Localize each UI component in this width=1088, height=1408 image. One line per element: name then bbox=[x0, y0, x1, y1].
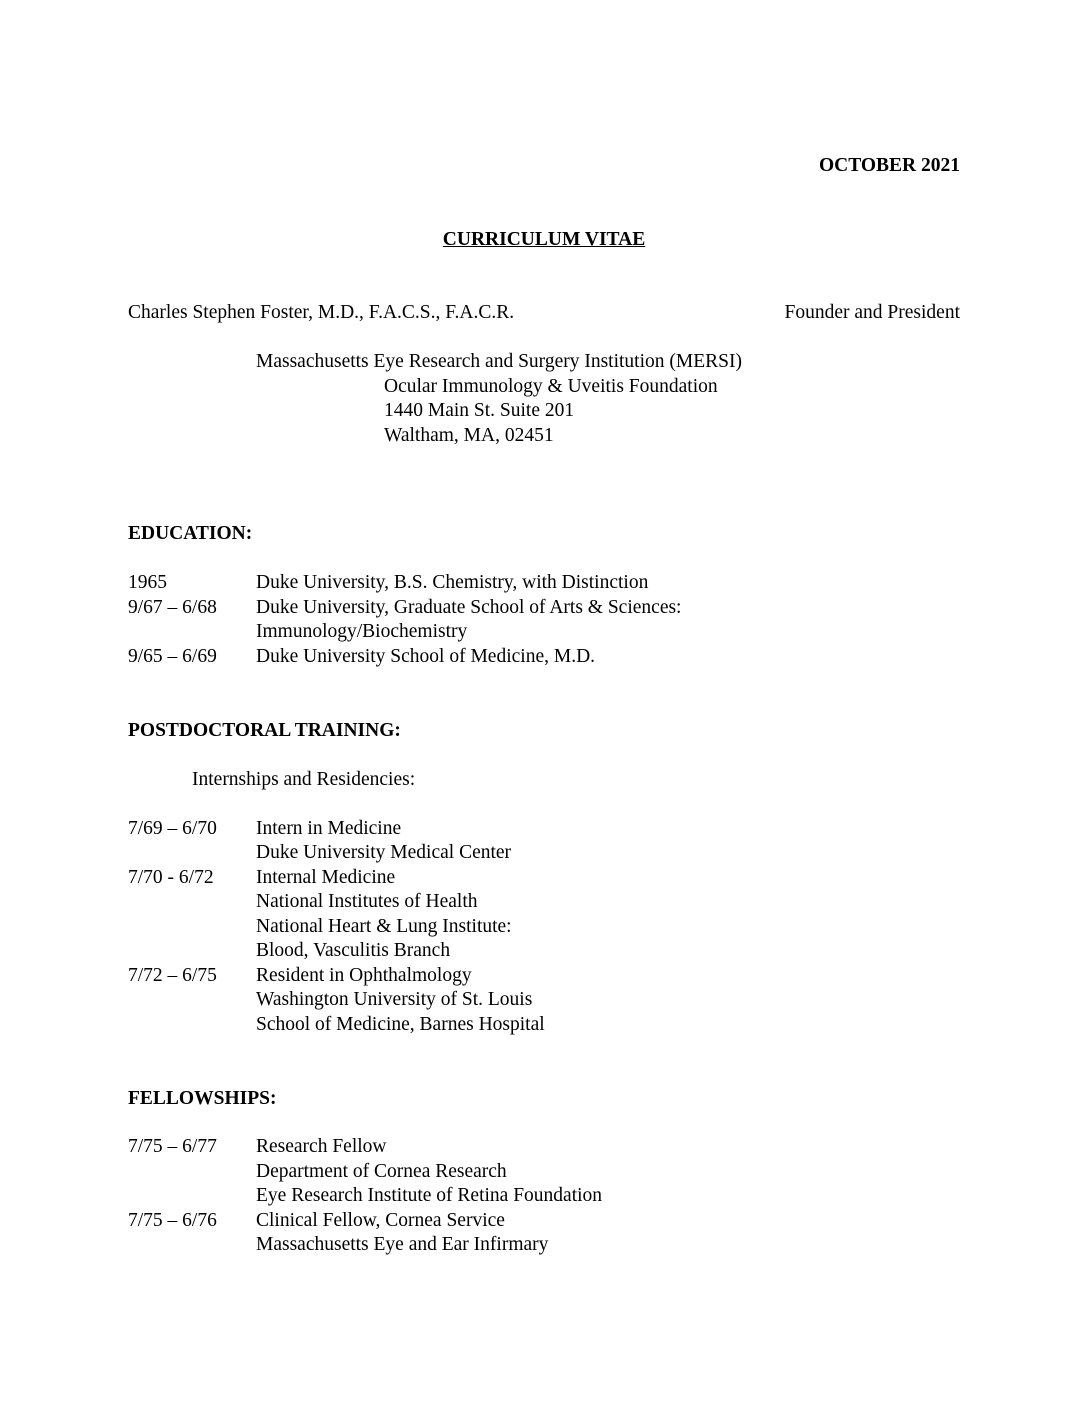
entry-line: National Heart & Lung Institute: bbox=[256, 916, 512, 937]
entry-line: Intern in Medicine bbox=[256, 818, 402, 839]
entry-line: Duke University Medical Center bbox=[256, 842, 512, 863]
entry-line: Clinical Fellow, Cornea Service bbox=[256, 1210, 505, 1231]
entry-line: Duke University, Graduate School of Arts & Sciences: bbox=[256, 597, 682, 618]
entry-line: Department of Cornea Research bbox=[256, 1161, 507, 1182]
entry-line: Blood, Vasculitis Branch bbox=[256, 940, 451, 961]
entry-line: Duke University School of Medicine, M.D. bbox=[256, 646, 596, 667]
education-heading: EDUCATION: bbox=[128, 523, 253, 544]
entry-date: 1965 bbox=[128, 572, 167, 593]
entry-line: Duke University, B.S. Chemistry, with Distinction bbox=[256, 572, 649, 593]
entry-date: 7/75 – 6/76 bbox=[128, 1210, 217, 1231]
postdoctoral-heading: POSTDOCTORAL TRAINING: bbox=[128, 720, 401, 741]
entry-date: 7/72 – 6/75 bbox=[128, 965, 217, 986]
entry-line: Washington University of St. Louis bbox=[256, 989, 533, 1010]
entry-line: Massachusetts Eye and Ear Infirmary bbox=[256, 1234, 549, 1255]
entry-line: Internal Medicine bbox=[256, 867, 396, 888]
entry-line: Immunology/Biochemistry bbox=[256, 621, 468, 642]
postdoctoral-subheading: Internships and Residencies: bbox=[192, 769, 416, 790]
address-line-4: Waltham, MA, 02451 bbox=[384, 425, 554, 446]
entry-date: 7/75 – 6/77 bbox=[128, 1136, 217, 1157]
entry-line: National Institutes of Health bbox=[256, 891, 478, 912]
person-name: Charles Stephen Foster, M.D., F.A.C.S., F.A.C.R. bbox=[128, 302, 515, 323]
fellowships-heading: FELLOWSHIPS: bbox=[128, 1088, 277, 1109]
entry-date: 7/69 – 6/70 bbox=[128, 818, 217, 839]
person-role: Founder and President bbox=[784, 302, 960, 323]
entry-date: 9/65 – 6/69 bbox=[128, 646, 217, 667]
address-line-1: Massachusetts Eye Research and Surgery Institution (MERSI) bbox=[256, 351, 742, 372]
document-date: OCTOBER 2021 bbox=[818, 155, 960, 176]
address-line-3: 1440 Main St. Suite 201 bbox=[384, 400, 575, 421]
entry-line: Research Fellow bbox=[256, 1136, 387, 1157]
document-title: CURRICULUM VITAE bbox=[442, 229, 646, 250]
entry-date: 9/67 – 6/68 bbox=[128, 597, 217, 618]
entry-line: Eye Research Institute of Retina Foundation bbox=[256, 1185, 603, 1206]
entry-line: Resident in Ophthalmology bbox=[256, 965, 472, 986]
entry-date: 7/70 - 6/72 bbox=[128, 867, 214, 888]
address-line-2: Ocular Immunology & Uveitis Foundation bbox=[384, 376, 718, 397]
entry-line: School of Medicine, Barnes Hospital bbox=[256, 1014, 545, 1035]
